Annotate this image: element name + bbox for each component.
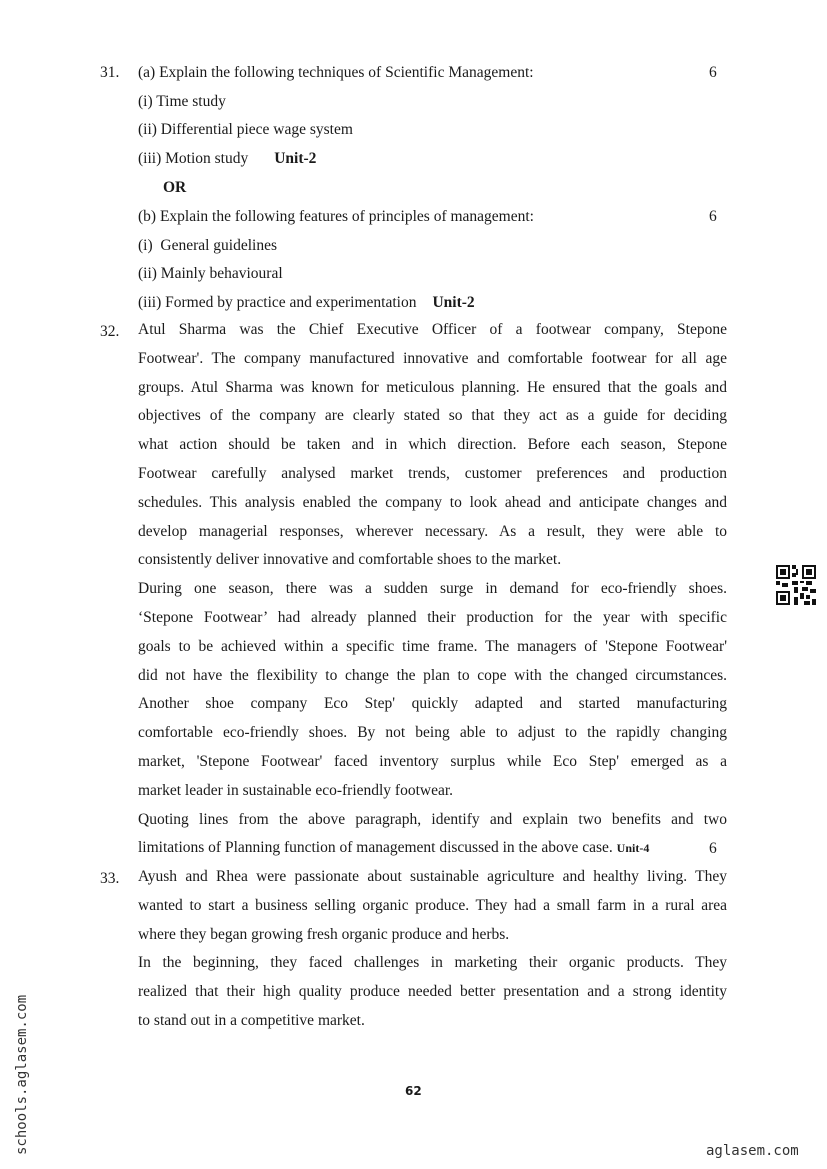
unit-label: Unit-2 [274,150,317,167]
paragraph-line: In the beginning, they faced challenges in marketing their organic products. They [138,954,727,972]
list-item: (i) General guidelines [138,237,278,254]
question-text: (a) Explain the following techniques of Scientific Management: [138,64,534,81]
question-number: 33. [100,870,120,887]
paragraph-line: consistently deliver innovative and comfortable shoes to the market. [138,551,562,569]
paragraph-line: comfortable eco-friendly shoes. By not being able to adjust to the rapidly changing [138,724,727,742]
unit-label: Unit-2 [432,294,475,311]
or-separator: OR [163,179,187,196]
paragraph-line: realized that their high quality produce needed better presentation and a strong identity [138,983,727,1001]
list-item: (ii) Differential piece wage system [138,121,353,138]
list-item [138,294,475,312]
paragraph-line: schedules. This analysis enabled the company to look ahead and anticipate changes and [138,493,727,511]
marks: 6 [709,840,717,857]
paragraph-line: market leader in sustainable eco-friendly footwear. [138,781,454,799]
marks: 6 [709,64,717,81]
question-number: 32. [100,323,120,340]
question-number: 31. [100,64,120,81]
paragraph-line: Another shoe company Eco Step' quickly adapted and started manufacturing [138,695,727,713]
list-item: (i) Time study [138,93,226,110]
side-watermark: schools.aglasem.com [14,994,30,1155]
paragraph-line: During one season, there was a sudden surge in demand for eco-friendly shoes. [138,580,727,598]
paragraph-line: Footwear'. The company manufactured innovative and comfortable footwear for all age [138,349,727,367]
paragraph-line: market, 'Stepone Footwear' faced inventory surplus while Eco Step' emerged as a [138,752,727,770]
paragraph-line [138,834,727,863]
paragraph-line: what action should be taken and in which direction. Before each season, Stepone [138,436,727,454]
paragraph-line: to stand out in a competitive market. [138,1011,365,1029]
qr-code-icon [776,565,816,605]
bottom-watermark: aglasem.com [706,1143,799,1159]
case-paragraph [138,863,727,1036]
list-item-text: (iii) Formed by practice and experimentation [138,294,417,311]
paragraph-line: Footwear carefully analysed market trends, customer preferences and production [138,464,727,482]
list-item [138,150,316,168]
paragraph-line: ‘Stepone Footwear’ had already planned their production for the year with specific [138,608,727,626]
paragraph-line: where they began growing fresh organic produce and herbs. [138,925,510,943]
question-text: limitations of Planning function of management discussed in the above case. [138,839,613,857]
paragraph-line: did not have the flexibility to change the plan to cope with the changed circumstances. [138,666,727,684]
paragraph-line: Quoting lines from the above paragraph, identify and explain two benefits and two [138,810,727,828]
list-item: (ii) Mainly behavioural [138,265,283,282]
paragraph-line: goals to be achieved within a specific time frame. The managers of 'Stepone Footwear' [138,637,727,655]
unit-label: Unit-4 [616,841,650,856]
case-paragraph [138,316,727,863]
paragraph-line: groups. Atul Sharma was known for meticulous planning. He ensured that the goals and [138,378,727,396]
paragraph-line: Atul Sharma was the Chief Executive Officer of a footwear company, Stepone [138,321,727,338]
marks: 6 [709,208,717,225]
paragraph-line: Ayush and Rhea were passionate about sustainable agriculture and healthy living. They [138,868,727,885]
paragraph-line: wanted to start a business selling organic produce. They had a small farm in a rural area [138,896,727,914]
paragraph-line: develop managerial responses, wherever necessary. As a result, they were able to [138,522,727,540]
list-item-text: (iii) Motion study [138,150,249,167]
page-number: 62 [405,1084,422,1098]
paragraph-line: objectives of the company are clearly stated so that they act as a guide for deciding [138,407,727,425]
question-text: (b) Explain the following features of principles of management: [138,208,534,225]
